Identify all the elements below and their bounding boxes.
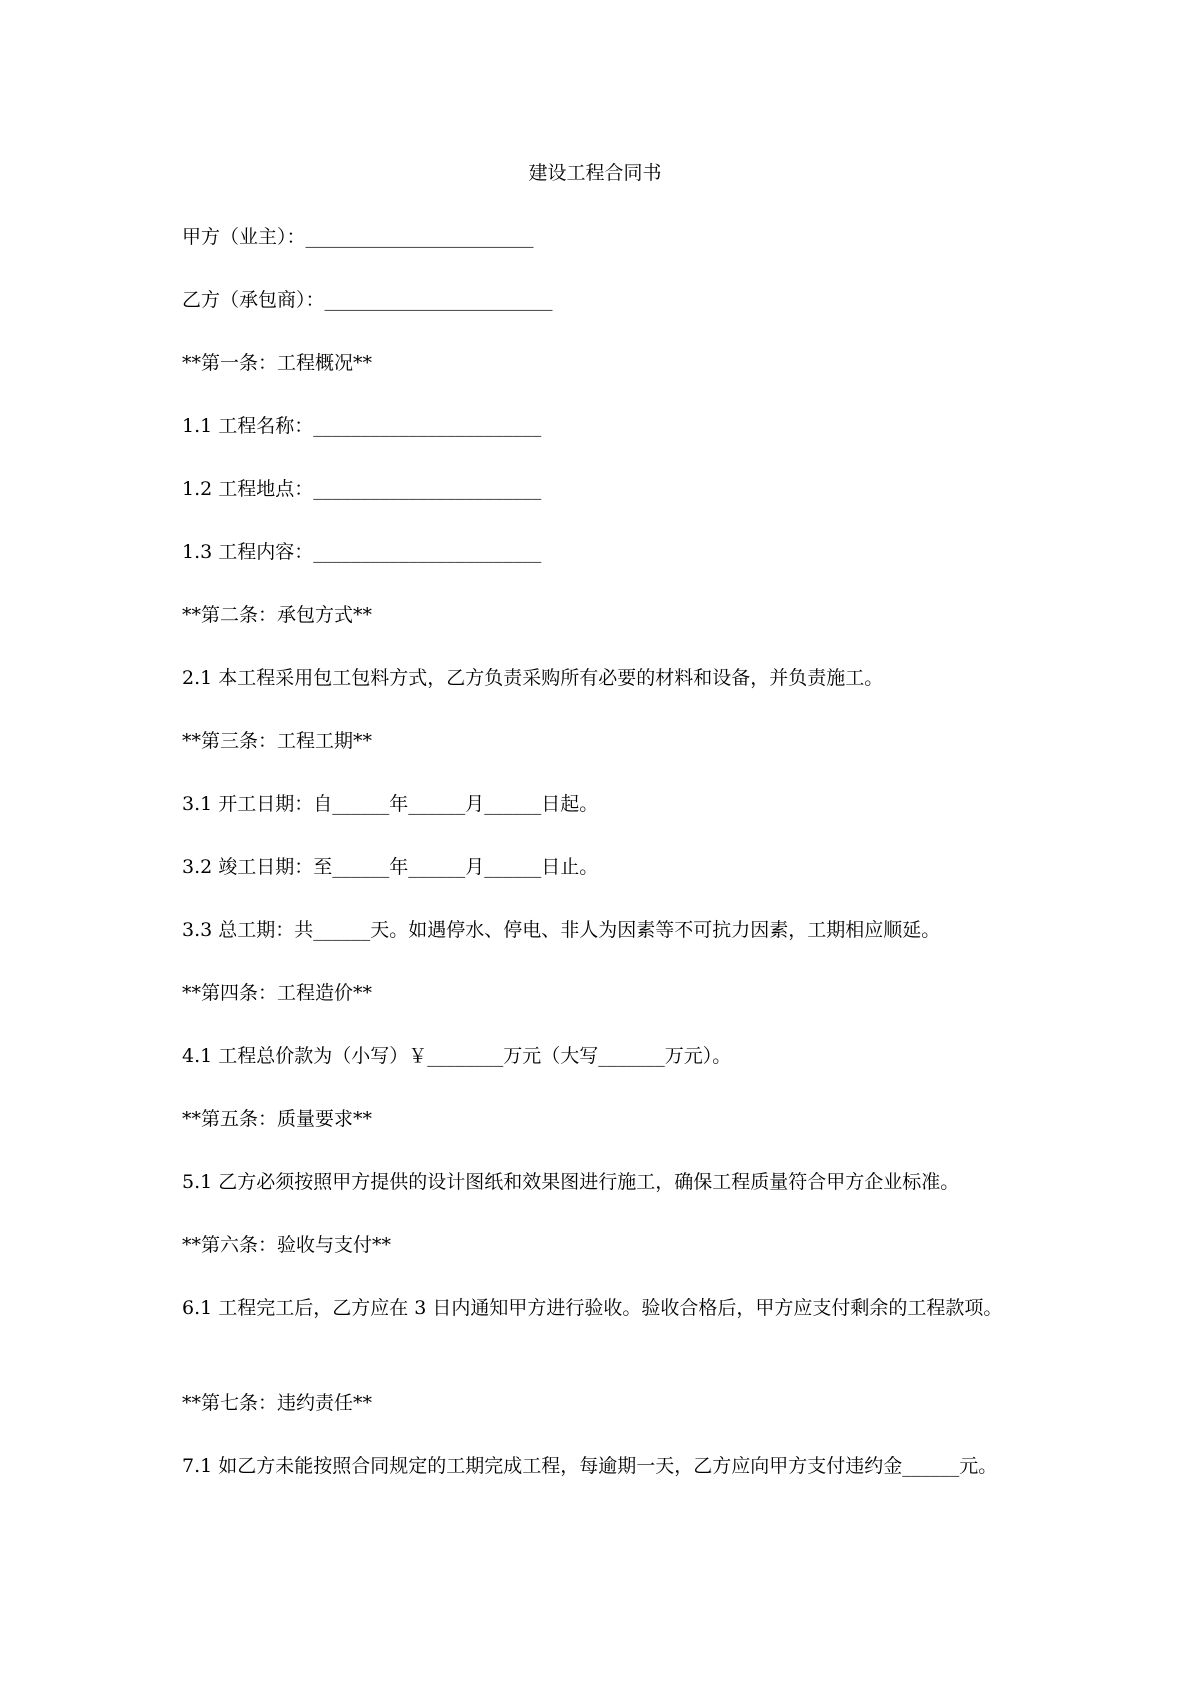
section-4-heading: **第四条：工程造价** bbox=[182, 982, 373, 1004]
section-3-heading: **第三条：工程工期** bbox=[182, 730, 373, 752]
clause-5-1: 5.1 乙方必须按照甲方提供的设计图纸和效果图进行施工，确保工程质量符合甲方企业标准。 bbox=[182, 1171, 960, 1193]
clause-6-1: 6.1 工程完工后，乙方应在 3 日内通知甲方进行验收。验收合格后，甲方应支付剩余的工程款项。 bbox=[182, 1297, 1003, 1319]
section-6-heading: **第六条：验收与支付** bbox=[182, 1234, 392, 1256]
section-2-heading: **第二条：承包方式** bbox=[182, 604, 373, 626]
clause-3-3: 3.3 总工期：共______天。如遇停水、停电、非人为因素等不可抗力因素，工期相应顺延。 bbox=[182, 919, 941, 941]
clause-3-1: 3.1 开工日期：自______年______月______日起。 bbox=[182, 793, 599, 815]
clause-7-1: 7.1 如乙方未能按照合同规定的工期完成工程，每逾期一天，乙方应向甲方支付违约金______元。 bbox=[182, 1455, 998, 1477]
clause-2-1: 2.1 本工程采用包工包料方式，乙方负责采购所有必要的材料和设备，并负责施工。 bbox=[182, 667, 884, 689]
clause-3-2: 3.2 竣工日期：至______年______月______日止。 bbox=[182, 856, 599, 878]
clause-1-2: 1.2 工程地点：________________________ bbox=[182, 478, 542, 500]
clause-1-3: 1.3 工程内容：________________________ bbox=[182, 541, 542, 563]
section-7-heading: **第七条：违约责任** bbox=[182, 1392, 373, 1414]
section-5-heading: **第五条：质量要求** bbox=[182, 1108, 373, 1130]
clause-4-1: 4.1 工程总价款为（小写）￥________万元（大写_______万元）。 bbox=[182, 1045, 732, 1067]
document-title: 建设工程合同书 bbox=[528, 162, 662, 184]
clause-1-1: 1.1 工程名称：________________________ bbox=[182, 415, 542, 437]
party-a-line: 甲方（业主）：________________________ bbox=[182, 226, 534, 248]
section-1-heading: **第一条：工程概况** bbox=[182, 352, 373, 374]
party-b-line: 乙方（承包商）：________________________ bbox=[182, 289, 553, 311]
